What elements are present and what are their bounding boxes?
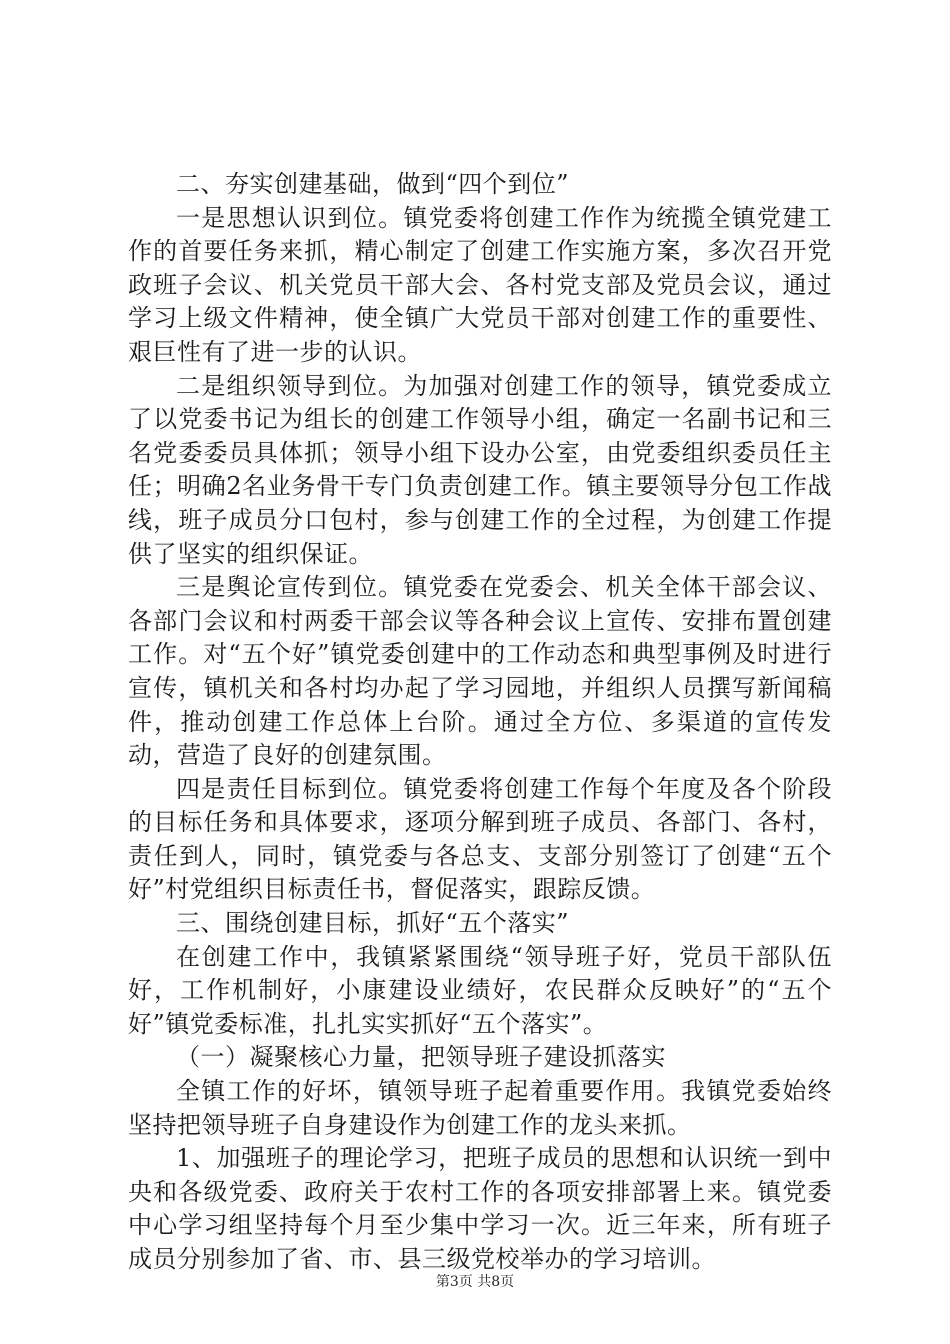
paragraph: 在创建工作中，我镇紧紧围绕“领导班子好，党员干部队伍好，工作机制好，小康建设业绩好，农民群众反映好”的“五个好”镇党委标准，扎扎实实抓好“五个落实”。: [128, 942, 832, 1038]
document-body: [128, 168, 832, 1277]
paragraph: 二是组织领导到位。为加强对创建工作的领导，镇党委成立了以党委书记为组长的创建工作领导小组，确定一名副书记和三名党委委员具体抓；领导小组下设办公室，由党委组织委员任主任；明确2名业务骨干专门负责创建工作。镇主要领导分包工作战线，班子成员分口包村，参与创建工作的全过程，为创建工作提供了坚实的组织保证。: [128, 371, 832, 568]
subsection-heading: （一）凝聚核心力量，把领导班子建设抓落实: [176, 1043, 666, 1072]
section-heading: 三、围绕创建目标，抓好“五个落实”: [176, 909, 570, 938]
paragraph: 1、加强班子的理论学习，把班子成员的思想和认识统一到中央和各级党委、政府关于农村工作的各项安排部署上来。镇党委中心学习组坚持每个月至少集中学习一次。近三年来，所有班子成员分别参加了省、市、县三级党校举办的学习培训。: [128, 1144, 832, 1273]
paragraph: 三是舆论宣传到位。镇党委在党委会、机关全体干部会议、各部门会议和村两委干部会议等各种会议上宣传、安排布置创建工作。对“五个好”镇党委创建中的工作动态和典型事例及时进行宣传，镇机关和各村均办起了学习园地，并组织人员撰写新闻稿件，推动创建工作总体上台阶。通过全方位、多渠道的宣传发动，营造了良好的创建氛围。: [128, 573, 832, 770]
paragraph: 四是责任目标到位。镇党委将创建工作每个年度及各个阶段的目标任务和具体要求，逐项分解到班子成员、各部门、各村，责任到人，同时，镇党委与各总支、支部分别签订了创建“五个好”村党组织目标责任书，督促落实，跟踪反馈。: [128, 774, 832, 904]
page-footer: 第3页 共8页: [435, 1274, 515, 1290]
paragraph: 一是思想认识到位。镇党委将创建工作作为统揽全镇党建工作的首要任务来抓，精心制定了创建工作实施方案，多次召开党政班子会议、机关党员干部大会、各村党支部及党员会议，通过学习上级文件精神，使全镇广大党员干部对创建工作的重要性、艰巨性有了进一步的认识。: [128, 203, 832, 366]
paragraph: 全镇工作的好坏，镇领导班子起着重要作用。我镇党委始终坚持把领导班子自身建设作为创建工作的龙头来抓。: [128, 1077, 832, 1139]
section-heading: 二、夯实创建基础，做到“四个到位”: [176, 170, 570, 198]
